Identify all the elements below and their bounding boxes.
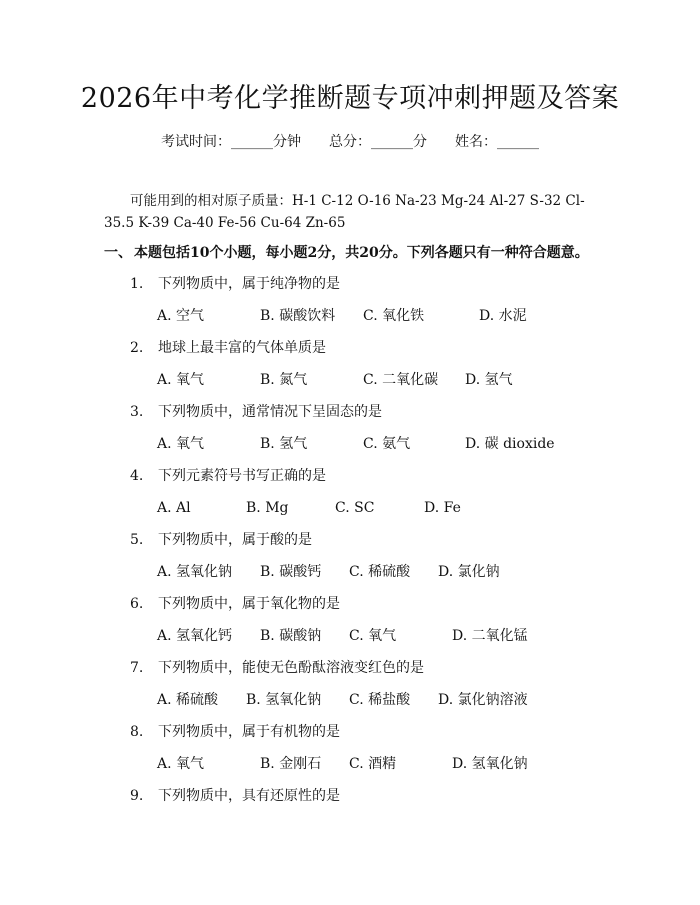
option-a: A. 氢氧化钠 bbox=[157, 564, 233, 580]
exam-time-field: 考试时间：______分钟 bbox=[161, 134, 301, 150]
question bbox=[130, 338, 326, 358]
option-a: A. 稀硫酸 bbox=[157, 692, 219, 708]
question bbox=[130, 274, 340, 294]
option-b: B. 碳酸饮料 bbox=[260, 308, 336, 324]
question bbox=[130, 530, 312, 550]
question-number: 4. bbox=[130, 468, 144, 484]
option-b: B. Mg bbox=[246, 500, 289, 516]
section-instruction: 本题包括10个小题，每小题2分，共20分。下列各题只有一种符合题意。 bbox=[134, 245, 589, 261]
page-title: 2026年中考化学推断题专项冲刺押题及答案 bbox=[80, 83, 620, 114]
question-text: 地球上最丰富的气体单质是 bbox=[158, 340, 326, 356]
question-text: 下列物质中，通常情况下呈固态的是 bbox=[158, 404, 382, 420]
option-row bbox=[157, 370, 577, 390]
option-row bbox=[157, 754, 577, 774]
option-a: A. 氧气 bbox=[157, 436, 205, 452]
option-b: B. 氢气 bbox=[260, 436, 308, 452]
option-a: A. Al bbox=[157, 500, 191, 516]
question-text: 下列物质中，具有还原性的是 bbox=[158, 788, 340, 804]
option-c: C. 酒精 bbox=[349, 756, 397, 772]
question-number: 9. bbox=[130, 788, 144, 804]
question bbox=[130, 786, 340, 806]
question-text: 下列物质中，属于纯净物的是 bbox=[158, 276, 340, 292]
option-c: C. 二氧化碳 bbox=[363, 372, 439, 388]
option-d: D. 氯化钠 bbox=[438, 564, 500, 580]
option-a: A. 氧气 bbox=[157, 756, 205, 772]
atomic-masses-note: 可能用到的相对原子质量：H-1 C-12 O-16 Na-23 Mg-24 Al-27 S-32 Cl-35.5 K-39 Ca-40 Fe-56 Cu-64 Zn-65 bbox=[104, 193, 585, 231]
question-text: 下列元素符号书写正确的是 bbox=[158, 468, 326, 484]
option-a: A. 氧气 bbox=[157, 372, 205, 388]
question-number: 2. bbox=[130, 340, 144, 356]
option-c: C. 氧化铁 bbox=[363, 308, 425, 324]
option-b: B. 金刚石 bbox=[260, 756, 322, 772]
option-d: D. 水泥 bbox=[479, 308, 527, 324]
option-c: C. 稀硫酸 bbox=[349, 564, 411, 580]
question bbox=[130, 466, 326, 486]
option-d: D. 氢气 bbox=[465, 372, 513, 388]
question-text: 下列物质中，属于有机物的是 bbox=[158, 724, 340, 740]
option-d: D. Fe bbox=[424, 500, 461, 516]
option-row bbox=[157, 562, 577, 582]
question bbox=[130, 722, 340, 742]
option-d: D. 二氧化锰 bbox=[452, 628, 528, 644]
option-a: A. 空气 bbox=[157, 308, 205, 324]
total-score-field: 总分：______分 bbox=[329, 134, 427, 150]
option-row bbox=[157, 498, 577, 518]
option-c: C. 氧气 bbox=[349, 628, 397, 644]
question bbox=[130, 402, 382, 422]
option-d: D. 氢氧化钠 bbox=[452, 756, 528, 772]
option-c: C. 氨气 bbox=[363, 436, 411, 452]
option-d: D. 氯化钠溶液 bbox=[438, 692, 528, 708]
student-name-field: 姓名：______ bbox=[455, 134, 539, 150]
section-number: 一、 bbox=[104, 245, 132, 261]
question bbox=[130, 594, 340, 614]
option-b: B. 氮气 bbox=[260, 372, 308, 388]
question bbox=[130, 658, 424, 678]
question-text: 下列物质中，属于酸的是 bbox=[158, 532, 312, 548]
section-heading bbox=[104, 243, 624, 263]
question-number: 3. bbox=[130, 404, 144, 420]
exam-info bbox=[0, 132, 700, 152]
option-a: A. 氢氧化钙 bbox=[157, 628, 233, 644]
option-row bbox=[157, 690, 577, 710]
option-row bbox=[157, 626, 577, 646]
question-number: 1. bbox=[130, 276, 144, 292]
question-number: 5. bbox=[130, 532, 144, 548]
option-row bbox=[157, 306, 577, 326]
option-b: B. 碳酸钠 bbox=[260, 628, 322, 644]
question-number: 7. bbox=[130, 660, 144, 676]
option-c: C. SC bbox=[335, 500, 375, 516]
option-d: D. 碳 dioxide bbox=[465, 436, 555, 452]
option-b: B. 碳酸钙 bbox=[260, 564, 322, 580]
question-number: 6. bbox=[130, 596, 144, 612]
question-text: 下列物质中，能使无色酚酞溶液变红色的是 bbox=[158, 660, 424, 676]
option-b: B. 氢氧化钠 bbox=[246, 692, 322, 708]
option-c: C. 稀盐酸 bbox=[349, 692, 411, 708]
question-text: 下列物质中，属于氧化物的是 bbox=[158, 596, 340, 612]
question-number: 8. bbox=[130, 724, 144, 740]
option-row bbox=[157, 434, 577, 454]
